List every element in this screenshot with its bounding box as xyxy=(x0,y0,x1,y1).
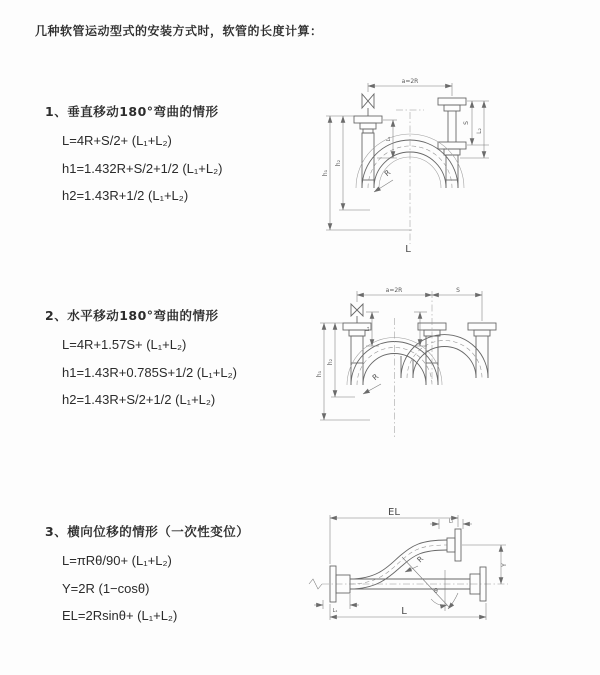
right-flange-upper xyxy=(438,98,466,105)
hose-assembly xyxy=(343,304,496,385)
dim-label-l2: L₂ xyxy=(476,128,483,134)
hose-assembly xyxy=(330,529,486,602)
diagram-horizontal-180-bend xyxy=(300,280,590,460)
dim-label-el: EL xyxy=(388,507,400,518)
formula-el: EL=2Rsinθ+ (L₁+L₂) xyxy=(62,608,178,623)
formula-y: Y=2R (1−cosθ) xyxy=(62,580,150,596)
break-mark xyxy=(309,579,322,589)
angle-label: θ xyxy=(434,588,438,595)
dim-label-h1: h₁ xyxy=(322,169,329,177)
formula-h2: h2=1.43R+S/2+1/2 (L₁+L₂) xyxy=(62,392,216,407)
page-title: 几种软管运动型式的安装方式时，软管的长度计算： xyxy=(35,24,323,38)
section-vertical-movement xyxy=(45,102,223,210)
valve-icon xyxy=(362,94,374,108)
formula-h1: h1=1.43R+0.785S+1/2 (L₁+L₂) xyxy=(62,364,237,380)
dim-label-a2r: a=2R xyxy=(401,78,419,85)
dim-label-h2: h₂ xyxy=(327,358,334,366)
displaced-flange xyxy=(455,529,461,561)
angle-chord xyxy=(402,557,449,607)
dim-label-l1: L₁ xyxy=(365,326,371,332)
dim-label-h1: h₁ xyxy=(316,370,323,378)
dim-label-h2: h₂ xyxy=(335,159,342,167)
dim-label-s: S xyxy=(456,287,460,294)
diagram-vertical-180-bend xyxy=(300,70,590,265)
left-flange xyxy=(354,116,382,123)
dim-label-l1: L₁ xyxy=(332,608,338,614)
diagram-lateral-displacement xyxy=(300,498,600,673)
formula-length: L=πRθ/90+ (L₁+L₂) xyxy=(62,553,172,568)
dim-label-s: S xyxy=(463,121,470,125)
formula-length: L=4R+1.57S+ (L₁+L₂) xyxy=(62,337,187,352)
dim-label-l1: L₁ xyxy=(386,136,392,142)
right-flange-shifted xyxy=(468,323,496,330)
braided-hose-left xyxy=(351,336,363,363)
section-lateral-displacement xyxy=(45,522,249,630)
length-label: L xyxy=(405,244,411,255)
dimensions xyxy=(314,507,508,620)
length-label: L xyxy=(401,606,407,617)
radius-label: R xyxy=(382,167,393,179)
dim-label-l2: L₂ xyxy=(448,518,454,525)
section-horizontal-movement xyxy=(45,306,237,414)
dim-label-y: Y xyxy=(501,563,508,567)
section-3-heading: 3、横向位移的情形（一次性变位） xyxy=(45,524,250,539)
section-2-heading: 2、水平移动180°弯曲的情形 xyxy=(45,308,219,323)
dim-label-a2r: a=2R xyxy=(385,287,403,294)
radius-label: R xyxy=(415,554,426,565)
valve-icon xyxy=(351,304,363,316)
section-1-heading: 1、垂直移动180°弯曲的情形 xyxy=(45,104,219,119)
formula-h2: h2=1.43R+1/2 (L₁+L₂) xyxy=(62,188,189,203)
radius-label: R xyxy=(370,371,381,383)
right-flange-lower xyxy=(438,142,466,149)
formula-h1: h1=1.432R+S/2+1/2 (L₁+L₂) xyxy=(62,160,223,176)
formula-length: L=4R+S/2+ (L₁+L₂) xyxy=(62,133,172,148)
